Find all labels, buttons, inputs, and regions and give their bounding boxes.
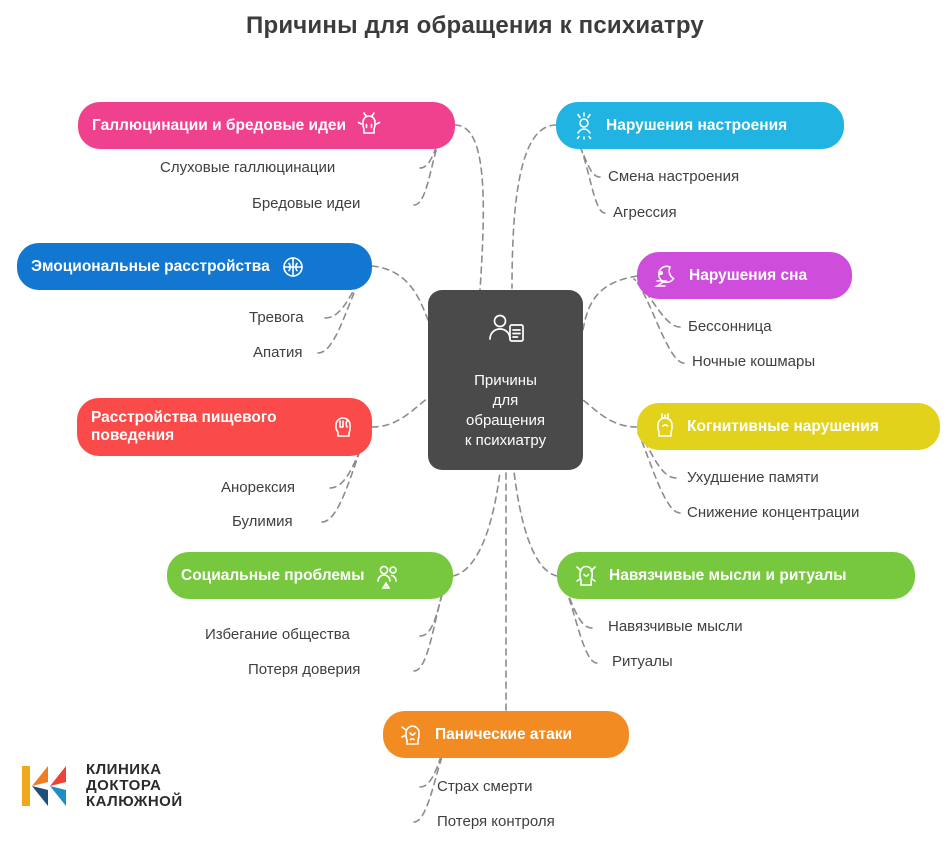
sub-eating-2: Булимия	[232, 513, 293, 530]
eating-head-icon	[328, 412, 358, 442]
center-line-3: обращения	[466, 412, 545, 429]
branch-sleep-label: Нарушения сна	[689, 266, 808, 284]
sub-sleep-1: Бессонница	[688, 318, 772, 335]
branch-emotional[interactable]	[17, 243, 372, 290]
sub-hallucinations-2: Бредовые идеи	[252, 195, 361, 212]
clinic-logo	[22, 762, 183, 810]
logo-line-3: КАЛЮЖНОЙ	[86, 793, 183, 810]
sub-emotional-1: Тревога	[249, 309, 304, 326]
branch-hallucinations[interactable]	[78, 102, 455, 149]
mood-person-icon	[570, 111, 598, 141]
panic-head-icon	[397, 720, 427, 750]
branch-mood[interactable]	[556, 102, 844, 149]
logo-line-1: КЛИНИКА	[86, 761, 162, 778]
sub-social-2: Потеря доверия	[248, 661, 361, 678]
obsessive-head-icon	[571, 561, 601, 591]
branch-mood-label: Нарушения настроения	[606, 116, 788, 134]
logo-line-2: ДОКТОРА	[86, 777, 162, 794]
page-title: Причины для обращения к психиатру	[246, 12, 704, 39]
sub-emotional-2: Апатия	[253, 344, 303, 361]
branch-emotional-label: Эмоциональные расстройства	[31, 257, 270, 275]
social-people-icon	[373, 561, 403, 591]
kk-logo-icon	[22, 762, 76, 810]
branch-social-label: Социальные проблемы	[181, 566, 365, 584]
branch-social[interactable]	[167, 552, 453, 599]
sleep-moon-icon	[651, 261, 681, 291]
sub-obsessive-2: Ритуалы	[612, 653, 673, 670]
psychiatrist-icon	[484, 312, 528, 357]
branch-eating-label: Расстройства пищевого поведения	[91, 409, 277, 444]
branch-sleep[interactable]	[637, 252, 852, 299]
branch-panic[interactable]	[383, 711, 629, 758]
center-line-1: Причины	[474, 372, 537, 389]
branch-eating[interactable]	[77, 398, 372, 456]
sub-obsessive-1: Навязчивые мысли	[608, 618, 743, 635]
cognitive-head-icon	[651, 412, 679, 442]
sub-eating-1: Анорексия	[221, 479, 296, 496]
center-line-4: к психиатру	[464, 432, 547, 449]
sub-panic-1: Страх смерти	[437, 778, 533, 795]
hallucination-head-icon	[354, 111, 384, 141]
branch-obsessive[interactable]	[557, 552, 915, 599]
sub-cognitive-2: Снижение концентрации	[687, 504, 860, 521]
sub-mood-1: Смена настроения	[608, 168, 740, 185]
branch-panic-label: Панические атаки	[435, 725, 573, 743]
emotion-head-icon	[278, 252, 308, 282]
branch-cognitive-label: Когнитивные нарушения	[687, 417, 879, 435]
center-node	[428, 290, 583, 470]
sub-sleep-2: Ночные кошмары	[692, 353, 816, 370]
center-line-2: для	[492, 392, 519, 409]
branch-cognitive[interactable]	[637, 403, 940, 450]
branch-hallucinations-label: Галлюцинации и бредовые идеи	[92, 116, 347, 134]
clinic-logo-text	[86, 762, 183, 810]
sub-hallucinations-1: Слуховые галлюцинации	[160, 159, 336, 176]
center-node-text	[465, 371, 546, 451]
sub-cognitive-1: Ухудшение памяти	[687, 469, 819, 486]
sub-mood-2: Агрессия	[613, 204, 677, 221]
sub-social-1: Избегание общества	[205, 626, 350, 643]
sub-panic-2: Потеря контроля	[437, 813, 555, 830]
branch-obsessive-label: Навязчивые мысли и ритуалы	[609, 566, 847, 584]
